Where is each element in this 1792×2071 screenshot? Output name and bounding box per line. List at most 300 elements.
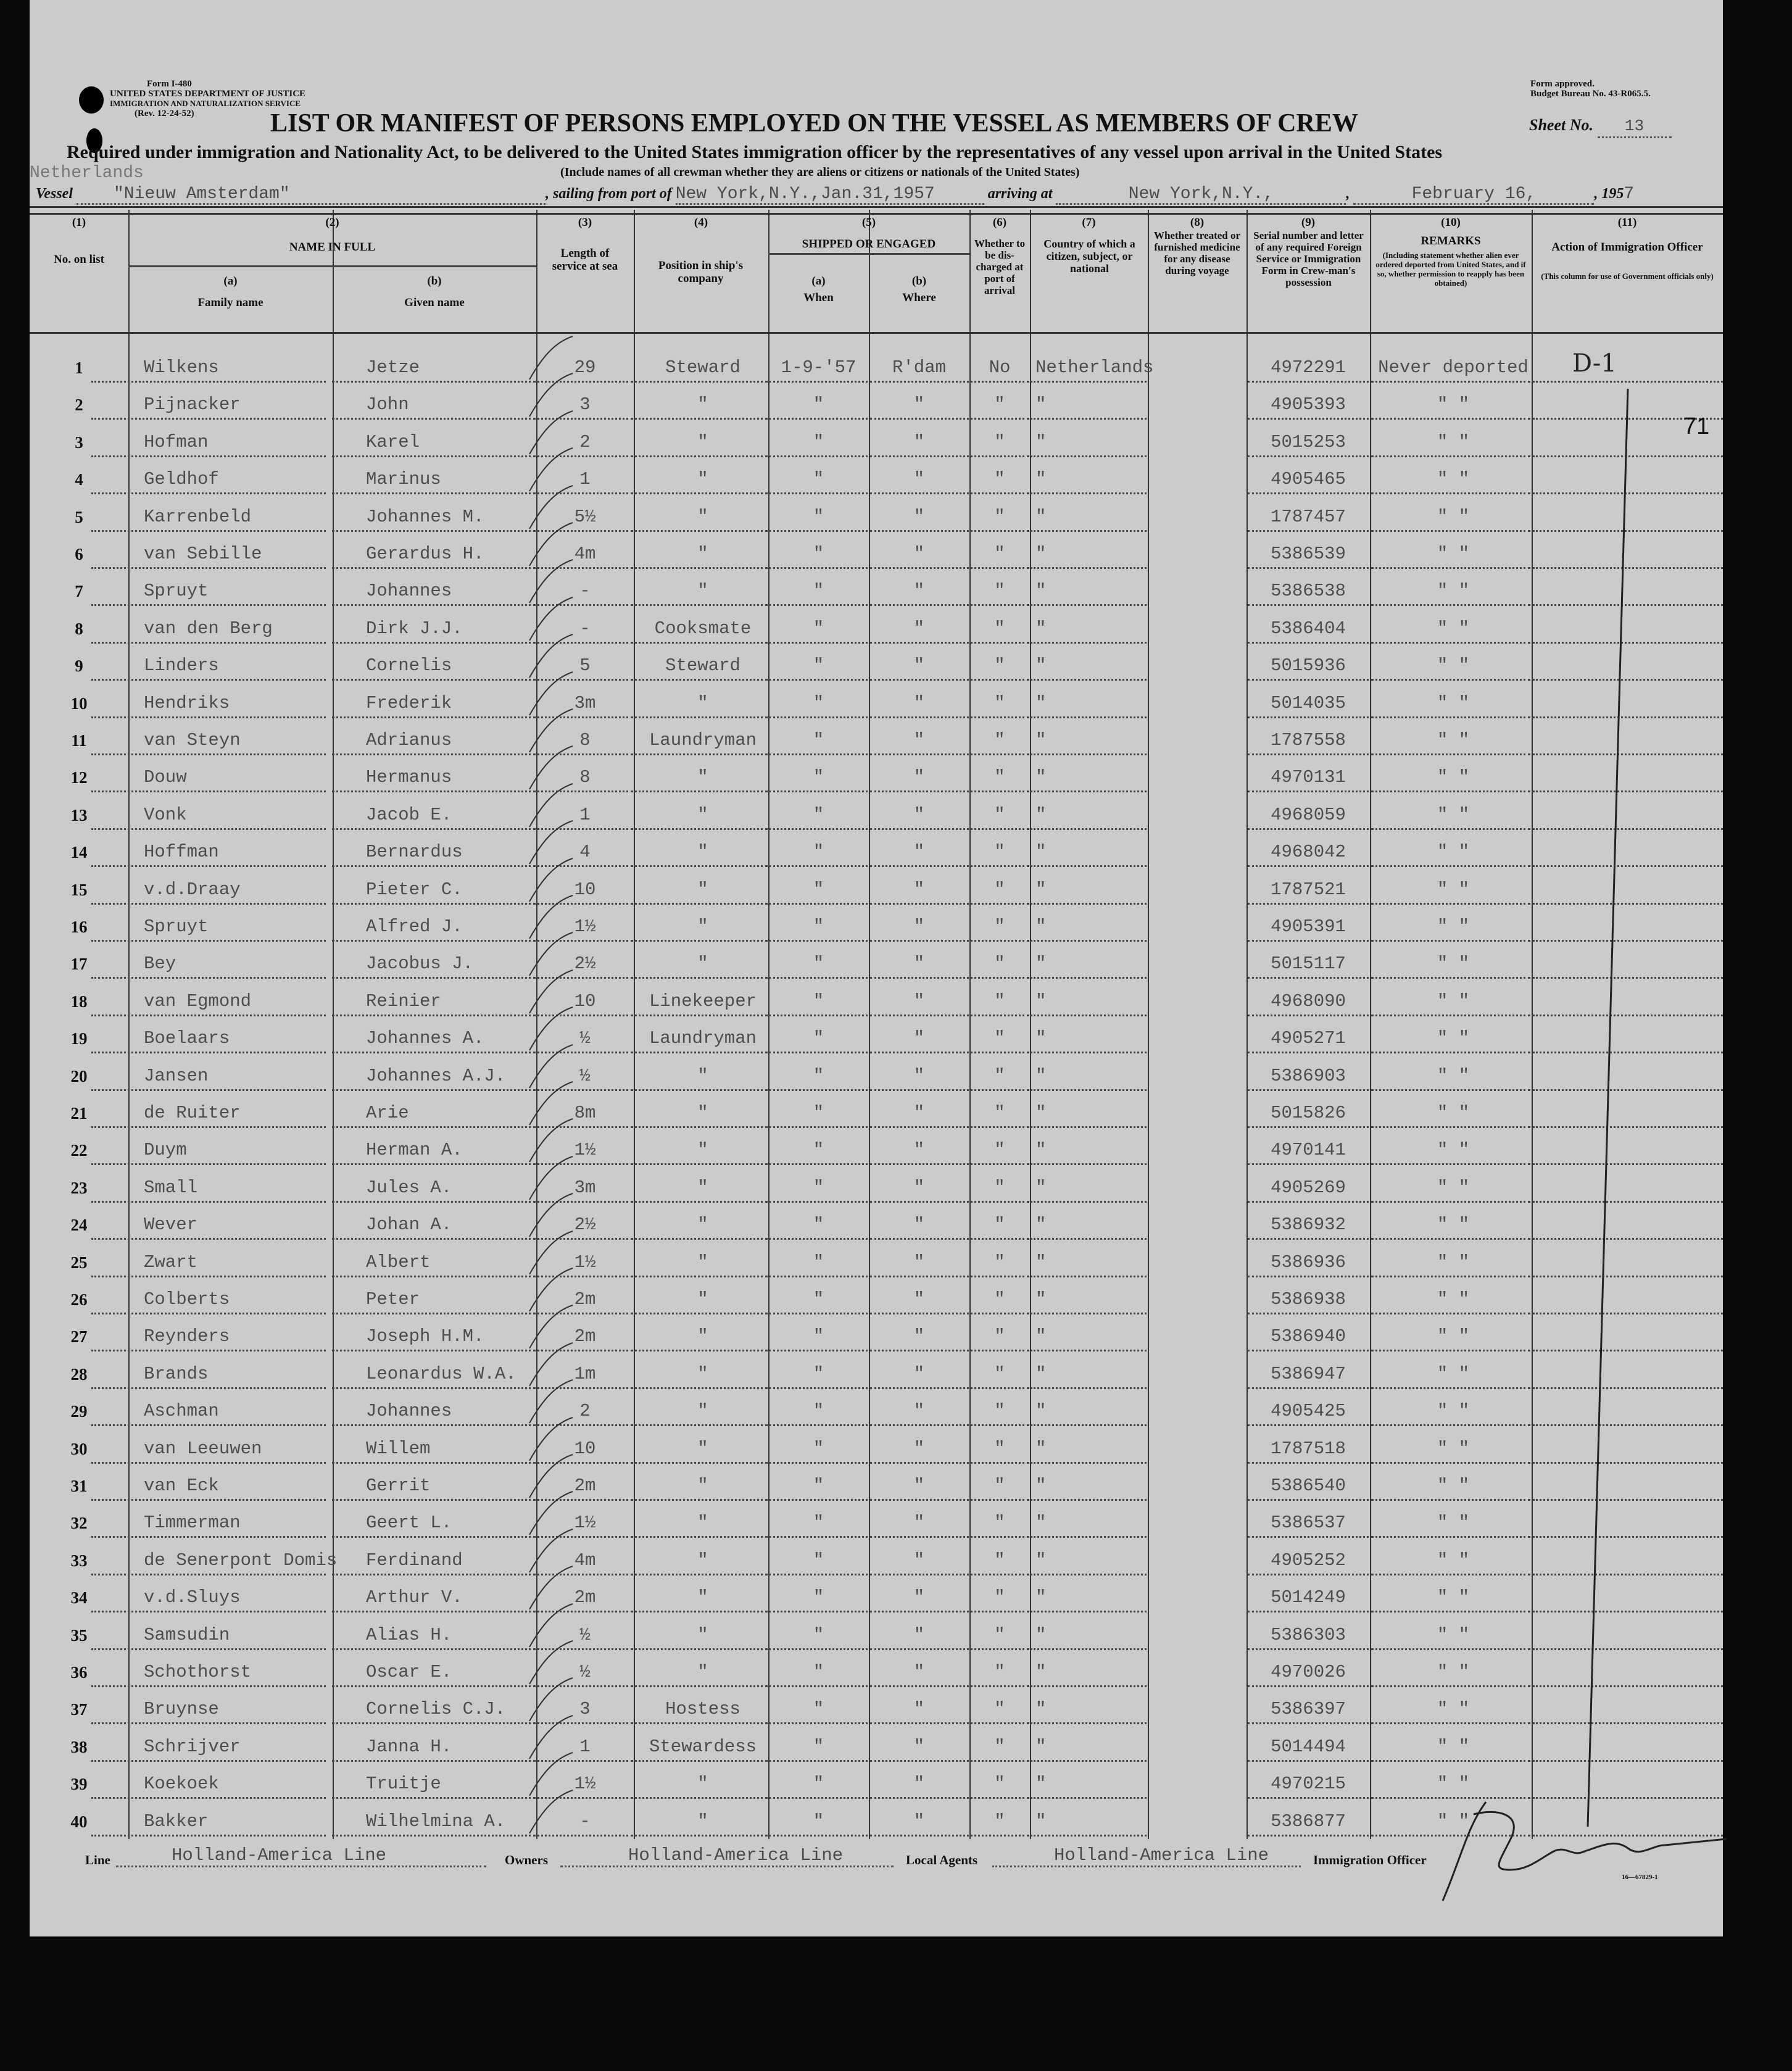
cell-serial: 5386938 <box>1271 1289 1346 1309</box>
cell-when: " <box>813 1289 824 1309</box>
cell-length: 1 <box>579 469 591 490</box>
cell-remarks: " " <box>1437 1587 1470 1608</box>
row-rule <box>1031 1199 1147 1203</box>
row-rule <box>91 901 326 905</box>
cell-family: Bey <box>144 953 176 974</box>
cell-where: " <box>913 1363 925 1384</box>
cell-when: " <box>813 767 824 788</box>
cell-family: Spruyt <box>144 581 209 602</box>
column-header-where: Where <box>902 291 936 304</box>
column-header-shipped: SHIPPED OR ENGAGED <box>802 238 936 251</box>
row-rule <box>1248 1385 1369 1389</box>
cell-when: " <box>813 618 824 639</box>
cell-family: de Ruiter <box>144 1103 241 1123</box>
row-rule <box>1031 826 1147 830</box>
table-row <box>30 905 1723 942</box>
cell-country: " <box>1035 1513 1047 1534</box>
row-rule <box>1031 901 1147 905</box>
cell-family: Bakker <box>144 1811 209 1832</box>
cell-when: " <box>813 1028 824 1049</box>
row-rule <box>1371 1124 1530 1128</box>
cell-serial: 5386903 <box>1271 1065 1346 1086</box>
row-rule <box>91 715 326 718</box>
cell-remarks: " " <box>1437 544 1470 564</box>
table-row <box>30 681 1723 718</box>
cell-length: 5½ <box>574 506 596 527</box>
row-rule <box>1371 379 1530 383</box>
row-rule <box>870 1311 969 1314</box>
row-rule <box>91 826 326 830</box>
cell-country: " <box>1035 655 1047 676</box>
cell-given: Ferdinand <box>366 1550 463 1571</box>
row-rule <box>91 1534 326 1538</box>
manifest-form <box>30 0 1723 1936</box>
row-rule <box>1031 1683 1147 1687</box>
row-rule <box>1371 752 1530 755</box>
cell-where: " <box>913 1736 925 1757</box>
row-rule <box>870 491 969 494</box>
cell-length: 1 <box>579 1736 591 1757</box>
cell-serial: 5386940 <box>1271 1326 1346 1347</box>
cell-country: Netherlands <box>1035 357 1154 378</box>
row-rule <box>91 1274 326 1277</box>
cell-given: Geert L. <box>366 1513 452 1534</box>
row-rule <box>1031 975 1147 979</box>
row-rule <box>1031 416 1147 420</box>
table-row <box>30 1314 1723 1351</box>
cell-position: " <box>697 692 708 713</box>
row-rule <box>91 752 326 755</box>
cell-position: " <box>697 506 708 527</box>
cell-country: " <box>1035 842 1047 863</box>
cell-serial: 5386539 <box>1271 544 1346 564</box>
row-rule <box>1248 1758 1369 1762</box>
cell-serial: 5386936 <box>1271 1251 1346 1272</box>
cell-serial: 5015253 <box>1271 431 1346 452</box>
cell-when: " <box>813 1624 824 1645</box>
cell-remarks: " " <box>1437 1699 1470 1720</box>
row-rule <box>634 528 768 532</box>
cell-remarks: " " <box>1437 1103 1470 1123</box>
cell-discharged: " <box>994 618 1005 639</box>
cell-where: " <box>913 730 925 750</box>
cell-remarks: " " <box>1437 842 1470 863</box>
cell-length: ½ <box>579 1028 591 1049</box>
row-rule <box>332 1422 536 1426</box>
cell-when: " <box>813 394 824 415</box>
row-rule <box>1031 752 1147 755</box>
row-rule <box>1248 863 1369 867</box>
cell-country: " <box>1035 1624 1047 1645</box>
row-rule <box>769 565 868 569</box>
cell-when: " <box>813 1475 824 1496</box>
row-rule <box>970 1311 1029 1314</box>
cell-no: 35 <box>70 1625 88 1645</box>
row-rule <box>870 1236 969 1240</box>
owners-label: Owners <box>505 1853 548 1867</box>
row-rule <box>870 938 969 942</box>
table-row <box>30 942 1723 979</box>
row-rule <box>769 1087 868 1091</box>
row-rule <box>870 975 969 979</box>
subcol-number: (b) <box>911 275 927 288</box>
row-rule <box>332 1646 536 1650</box>
cell-serial: 4972291 <box>1271 357 1346 378</box>
cell-country: " <box>1035 1289 1047 1309</box>
cell-discharged: " <box>994 1736 1005 1757</box>
table-row <box>30 1427 1723 1464</box>
row-rule <box>1248 826 1369 830</box>
row-rule <box>634 789 768 792</box>
row-rule <box>634 715 768 718</box>
cell-no: 27 <box>70 1327 88 1347</box>
row-rule <box>91 379 326 383</box>
row-rule <box>91 1385 326 1389</box>
row-rule <box>1371 1572 1530 1575</box>
cell-family: Geldhof <box>144 469 219 490</box>
column-header-when: When <box>803 291 834 304</box>
row-rule <box>1248 1311 1369 1314</box>
cell-position: Stewardess <box>649 1736 757 1757</box>
row-rule <box>1371 1422 1530 1426</box>
cell-no: 28 <box>70 1364 88 1384</box>
row-rule <box>970 1609 1029 1612</box>
cell-remarks: " " <box>1437 469 1470 490</box>
cell-family: Spruyt <box>144 916 209 937</box>
row-rule <box>870 1534 969 1538</box>
row-rule <box>870 1422 969 1426</box>
cell-where: " <box>913 879 925 900</box>
row-rule <box>970 1833 1029 1837</box>
row-rule <box>769 379 868 383</box>
row-rule <box>1371 1274 1530 1277</box>
cell-remarks: " " <box>1437 1624 1470 1645</box>
cell-given: Arie <box>366 1103 409 1123</box>
row-rule <box>332 677 536 681</box>
row-rule <box>769 715 868 718</box>
row-rule <box>970 975 1029 979</box>
cell-serial: 5015826 <box>1271 1103 1346 1123</box>
table-row <box>30 1128 1723 1165</box>
cell-country: " <box>1035 618 1047 639</box>
row-rule <box>1248 677 1369 681</box>
row-rule <box>970 416 1029 420</box>
row-rule <box>1248 1720 1369 1724</box>
sailing-from: New York,N.Y.,Jan.31,1957 <box>676 186 984 205</box>
row-rule <box>1248 602 1369 606</box>
cell-position: " <box>697 1811 708 1832</box>
cell-where: " <box>913 916 925 937</box>
cell-where: " <box>913 1251 925 1272</box>
cell-remarks: " " <box>1437 990 1470 1011</box>
row-rule <box>1031 789 1147 792</box>
row-rule <box>332 826 536 830</box>
cell-where: " <box>913 618 925 639</box>
cell-serial: 5386932 <box>1271 1214 1346 1235</box>
cell-discharged: " <box>994 1140 1005 1161</box>
cell-when: " <box>813 1401 824 1422</box>
row-rule <box>332 752 536 755</box>
year-prefix: 195 <box>1601 186 1624 202</box>
cell-country: " <box>1035 1363 1047 1384</box>
cell-length: 1 <box>579 804 591 825</box>
cell-no: 7 <box>75 582 83 601</box>
cell-country: " <box>1035 730 1047 750</box>
cell-when: " <box>813 1550 824 1571</box>
cell-no: 2 <box>75 396 83 415</box>
table-row <box>30 1091 1723 1128</box>
row-rule <box>970 1050 1029 1053</box>
row-rule <box>91 863 326 867</box>
cell-serial: 4968090 <box>1271 990 1346 1011</box>
cell-length: 3 <box>579 1699 591 1720</box>
cell-family: Boelaars <box>144 1028 230 1049</box>
row-rule <box>1248 565 1369 569</box>
row-rule <box>332 491 536 494</box>
row-rule <box>870 1833 969 1837</box>
cell-where: " <box>913 1214 925 1235</box>
row-rule <box>332 1683 536 1687</box>
row-rule <box>769 1795 868 1799</box>
cell-no: 1 <box>75 359 83 377</box>
cell-no: 38 <box>70 1737 88 1756</box>
cell-family: Bruynse <box>144 1699 219 1720</box>
cell-discharged: " <box>994 431 1005 452</box>
row-rule <box>870 1050 969 1053</box>
cell-given: Peter <box>366 1289 420 1309</box>
cell-where: " <box>913 1103 925 1123</box>
cell-length: 2m <box>574 1289 596 1309</box>
cell-when: " <box>813 581 824 602</box>
row-rule <box>870 752 969 755</box>
row-rule <box>970 1572 1029 1575</box>
row-rule <box>1248 379 1369 383</box>
cell-remarks: " " <box>1437 1251 1470 1272</box>
row-rule <box>1248 1572 1369 1575</box>
column-header-family-name: Family name <box>197 296 263 309</box>
row-rule <box>634 1274 768 1277</box>
table-row <box>30 1613 1723 1650</box>
row-rule <box>870 454 969 457</box>
cell-when: " <box>813 953 824 974</box>
row-rule <box>870 1013 969 1016</box>
cell-position: " <box>697 1103 708 1123</box>
table-row <box>30 1240 1723 1277</box>
cell-where: " <box>913 431 925 452</box>
cell-remarks: " " <box>1437 1401 1470 1422</box>
cell-position: " <box>697 916 708 937</box>
column-number-c8: (8) <box>1190 216 1205 229</box>
cell-family: de Senerpont Domis <box>144 1550 338 1571</box>
row-rule <box>769 1758 868 1762</box>
cell-where: " <box>913 506 925 527</box>
row-rule <box>91 975 326 979</box>
cell-country: " <box>1035 1214 1047 1235</box>
cell-length: 2 <box>579 1401 591 1422</box>
cell-when: " <box>813 1140 824 1161</box>
row-rule <box>970 1720 1029 1724</box>
agents-value: Holland-America Line <box>992 1845 1301 1867</box>
row-rule <box>91 1311 326 1314</box>
cell-family: Zwart <box>144 1251 198 1272</box>
cell-remarks: " " <box>1437 692 1470 713</box>
row-rule <box>1371 1720 1530 1724</box>
row-rule <box>634 1795 768 1799</box>
row-rule <box>1371 528 1530 532</box>
row-rule <box>1248 454 1369 457</box>
cell-given: Wilhelmina A. <box>366 1811 506 1832</box>
cell-length: 2 <box>579 431 591 452</box>
cell-serial: 4970141 <box>1271 1140 1346 1161</box>
row-rule <box>332 602 536 606</box>
row-rule <box>970 789 1029 792</box>
row-rule <box>870 1683 969 1687</box>
row-rule <box>1031 640 1147 644</box>
cell-family: Hofman <box>144 431 209 452</box>
cell-discharged: " <box>994 469 1005 490</box>
row-rule <box>332 1050 536 1053</box>
table-row <box>30 495 1723 532</box>
row-rule <box>1248 1646 1369 1650</box>
official-check-line <box>1585 370 1634 1851</box>
row-rule <box>769 938 868 942</box>
row-rule <box>1248 1236 1369 1240</box>
row-rule <box>970 752 1029 755</box>
row-rule <box>870 1609 969 1612</box>
cell-position: " <box>697 1363 708 1384</box>
table-row <box>30 1054 1723 1091</box>
column-number-c7: (7) <box>1082 216 1096 229</box>
row-rule <box>769 1646 868 1650</box>
cell-remarks: " " <box>1437 767 1470 788</box>
table-row <box>30 1464 1723 1501</box>
row-rule <box>332 565 536 569</box>
cell-where: " <box>913 1550 925 1571</box>
cell-country: " <box>1035 394 1047 415</box>
row-rule <box>332 938 536 942</box>
cell-length: 8 <box>579 767 591 788</box>
row-rule <box>970 1646 1029 1650</box>
row-rule <box>332 379 536 383</box>
punch-hole <box>79 86 104 114</box>
cell-length: 1½ <box>574 1513 596 1534</box>
table-row <box>30 1575 1723 1612</box>
row-rule <box>1031 677 1147 681</box>
cell-given: Frederik <box>366 692 452 713</box>
cell-serial: 4905271 <box>1271 1028 1346 1049</box>
row-rule <box>1031 1236 1147 1240</box>
cell-family: Schrijver <box>144 1736 241 1757</box>
row-rule <box>332 715 536 718</box>
cell-position: Steward <box>665 357 740 378</box>
row-rule <box>769 1534 868 1538</box>
cell-length: - <box>579 581 591 602</box>
cell-serial: 4970131 <box>1271 767 1346 788</box>
cell-discharged: " <box>994 1513 1005 1534</box>
row-rule <box>870 1646 969 1650</box>
cell-position: Laundryman <box>649 1028 757 1049</box>
cell-discharged: " <box>994 1214 1005 1235</box>
cell-no: 34 <box>70 1588 88 1608</box>
cell-length: 2½ <box>574 953 596 974</box>
cell-position: " <box>697 1326 708 1347</box>
cell-discharged: " <box>994 1177 1005 1198</box>
cell-discharged: " <box>994 916 1005 937</box>
row-rule <box>970 454 1029 457</box>
cell-no: 14 <box>70 843 88 862</box>
row-rule <box>1031 1013 1147 1016</box>
cell-where: " <box>913 655 925 676</box>
row-rule <box>1371 938 1530 942</box>
cell-country: " <box>1035 1587 1047 1608</box>
cell-remarks: " " <box>1437 1289 1470 1309</box>
table-row <box>30 532 1723 569</box>
cell-remarks: " " <box>1437 655 1470 676</box>
cell-position: " <box>697 953 708 974</box>
cell-serial: 4970026 <box>1271 1662 1346 1682</box>
cell-given: Arthur V. <box>366 1587 463 1608</box>
table-row <box>30 1538 1723 1575</box>
row-rule <box>634 1013 768 1016</box>
row-rule <box>634 863 768 867</box>
row-rule <box>634 1199 768 1203</box>
cell-given: Cornelis <box>366 655 452 676</box>
cell-no: 22 <box>70 1141 88 1160</box>
row-rule <box>332 1572 536 1575</box>
cell-length: 5 <box>579 655 591 676</box>
row-rule <box>769 1199 868 1203</box>
row-rule <box>634 826 768 830</box>
arriving-at: New York,N.Y., <box>1056 186 1346 205</box>
cell-given: Johannes M. <box>366 506 484 527</box>
cell-where: " <box>913 1811 925 1832</box>
cell-family: Brands <box>144 1363 209 1384</box>
row-rule <box>634 491 768 494</box>
row-rule <box>91 1460 326 1464</box>
row-rule <box>634 1422 768 1426</box>
row-rule <box>769 1497 868 1501</box>
row-rule <box>634 1534 768 1538</box>
cell-family: Hendriks <box>144 692 230 713</box>
cell-family: Small <box>144 1177 198 1198</box>
cell-discharged: " <box>994 1401 1005 1422</box>
officer-signature <box>1418 1790 1739 1913</box>
row-rule <box>332 1758 536 1762</box>
cell-no: 23 <box>70 1178 88 1197</box>
cell-when: " <box>813 655 824 676</box>
row-rule <box>769 826 868 830</box>
cell-when: " <box>813 1214 824 1235</box>
cell-country: " <box>1035 1438 1047 1459</box>
row-rule <box>634 1572 768 1575</box>
cell-no: 11 <box>71 731 87 750</box>
cell-discharged: " <box>994 953 1005 974</box>
sailing-label: , sailing from port of <box>545 186 672 202</box>
row-rule <box>769 416 868 420</box>
row-rule <box>91 454 326 457</box>
row-rule <box>1371 1161 1530 1165</box>
cell-position: " <box>697 879 708 900</box>
row-rule <box>970 1087 1029 1091</box>
cell-position: " <box>697 1662 708 1682</box>
cell-country: " <box>1035 1065 1047 1086</box>
arriving-label: arriving at <box>987 186 1053 202</box>
row-rule <box>1371 975 1530 979</box>
row-rule <box>1031 1609 1147 1612</box>
row-rule <box>1031 1758 1147 1762</box>
row-rule <box>91 1795 326 1799</box>
table-row <box>30 383 1723 420</box>
